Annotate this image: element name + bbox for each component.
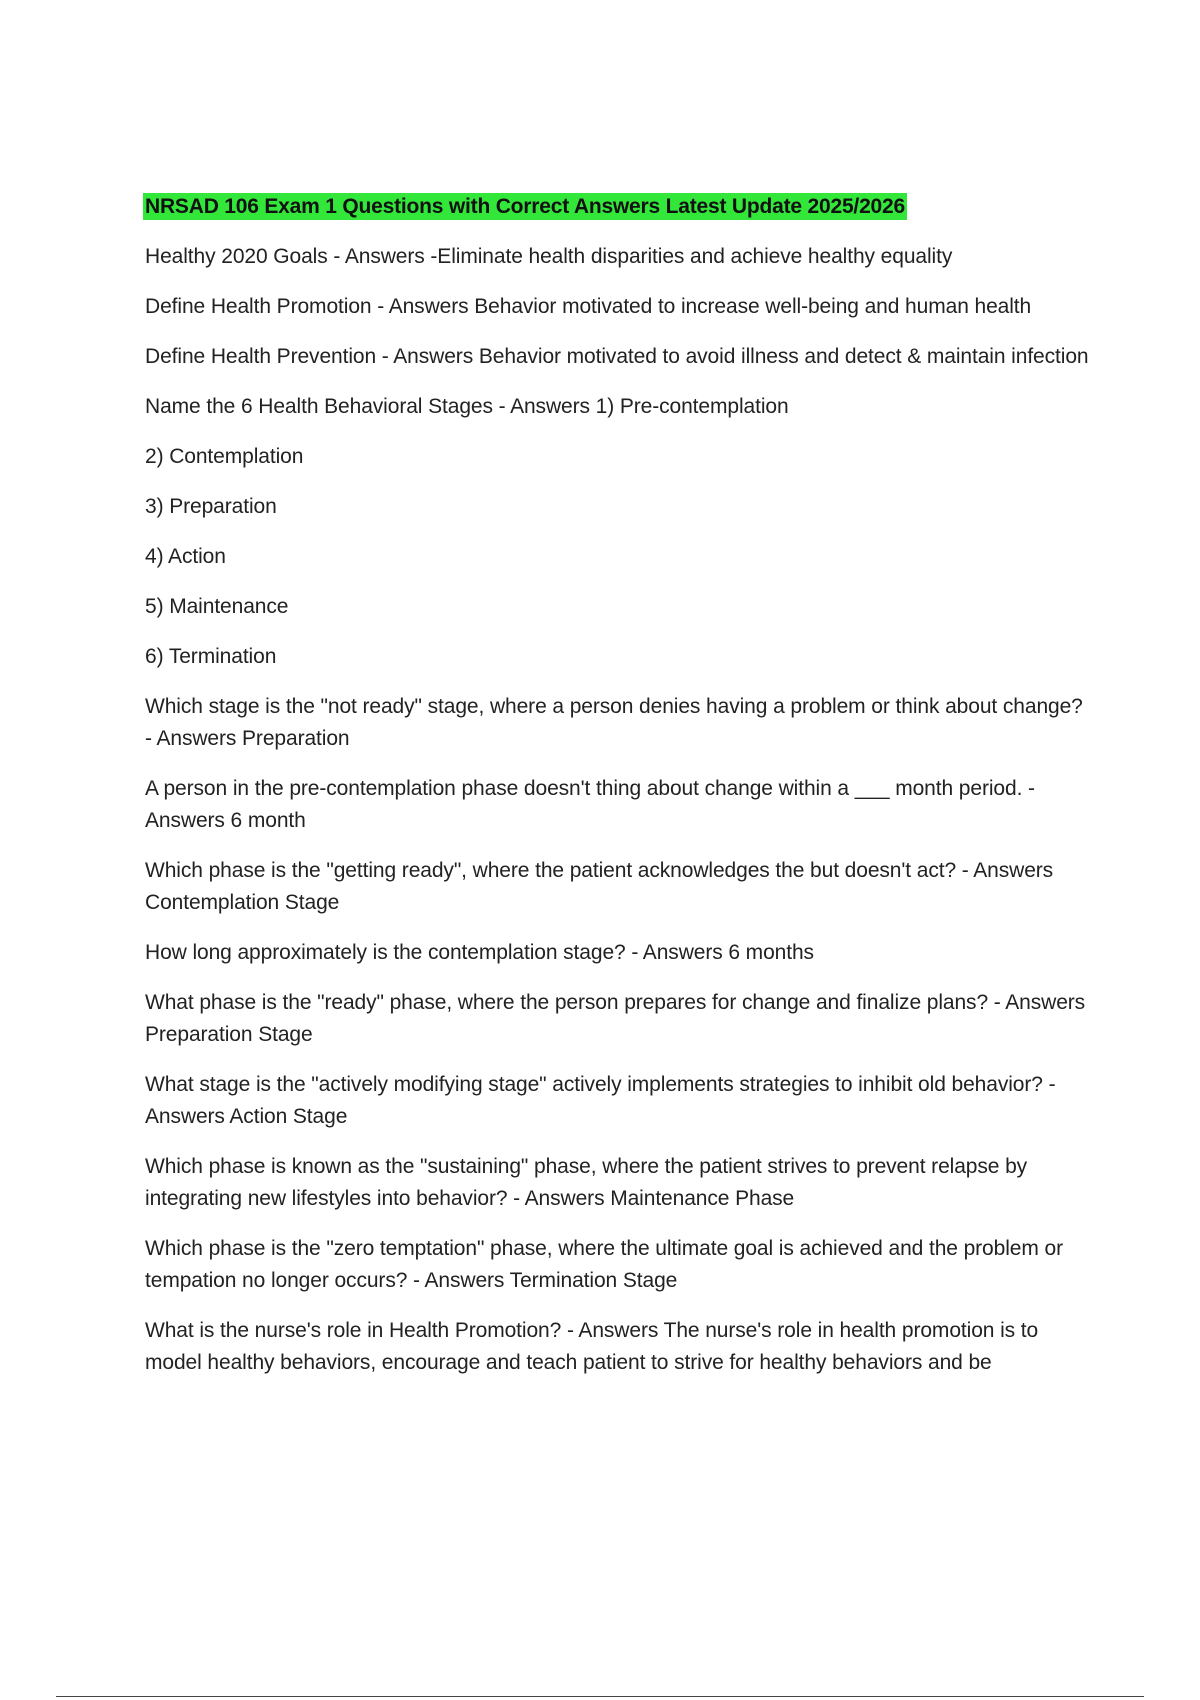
stage-item: 6) Termination: [145, 645, 277, 668]
document-title: NRSAD 106 Exam 1 Questions with Correct Answers Latest Update 2025/2026: [145, 195, 905, 218]
qa-paragraph: Which phase is the "zero temptation" phase, where the ultimate goal is achieved and the problem or tempation no longer occurs? - Answers Termination Stage: [145, 1237, 1063, 1292]
qa-paragraph: Which stage is the "not ready" stage, where a person denies having a problem or think about change? - Answers Preparation: [145, 695, 1083, 750]
page-bottom-rule: [56, 1696, 1144, 1697]
stage-item: 2) Contemplation: [145, 445, 304, 468]
stage-item: 4) Action: [145, 545, 226, 568]
qa-paragraph: What stage is the "actively modifying stage" actively implements strategies to inhibit old behavior? - Answers Action Stage: [145, 1073, 1056, 1128]
qa-paragraph: Which phase is known as the "sustaining" phase, where the patient strives to prevent relapse by integrating new lifestyles into behavior? - Answers Maintenance Phase: [145, 1155, 1028, 1210]
qa-paragraph: Which phase is the "getting ready", where the patient acknowledges the but doesn't act? - Answers Contemplation Stage: [145, 859, 1054, 914]
qa-paragraph: A person in the pre-contemplation phase doesn't thing about change within a ___ month period. - Answers 6 month: [145, 777, 1035, 832]
qa-paragraph: Define Health Promotion - Answers Behavior motivated to increase well-being and human health: [145, 295, 1032, 318]
qa-paragraph: How long approximately is the contemplation stage? - Answers 6 months: [145, 941, 814, 964]
qa-paragraph: Healthy 2020 Goals - Answers -Eliminate health disparities and achieve healthy equality: [145, 245, 953, 268]
stage-item: 5) Maintenance: [145, 595, 289, 618]
qa-paragraph: Define Health Prevention - Answers Behavior motivated to avoid illness and detect & maintain infection: [145, 345, 1089, 368]
document-page: [145, 193, 1090, 1397]
stage-item: 3) Preparation: [145, 495, 277, 518]
qa-paragraph: What phase is the "ready" phase, where the person prepares for change and finalize plans? - Answers Preparation Stage: [145, 991, 1086, 1046]
qa-paragraph: Name the 6 Health Behavioral Stages - Answers 1) Pre-contemplation: [145, 395, 789, 418]
qa-paragraph: What is the nurse's role in Health Promotion? - Answers The nurse's role in health promotion is to model healthy behaviors, encourage and teach patient to strive for healthy behaviors and be: [145, 1319, 1039, 1374]
